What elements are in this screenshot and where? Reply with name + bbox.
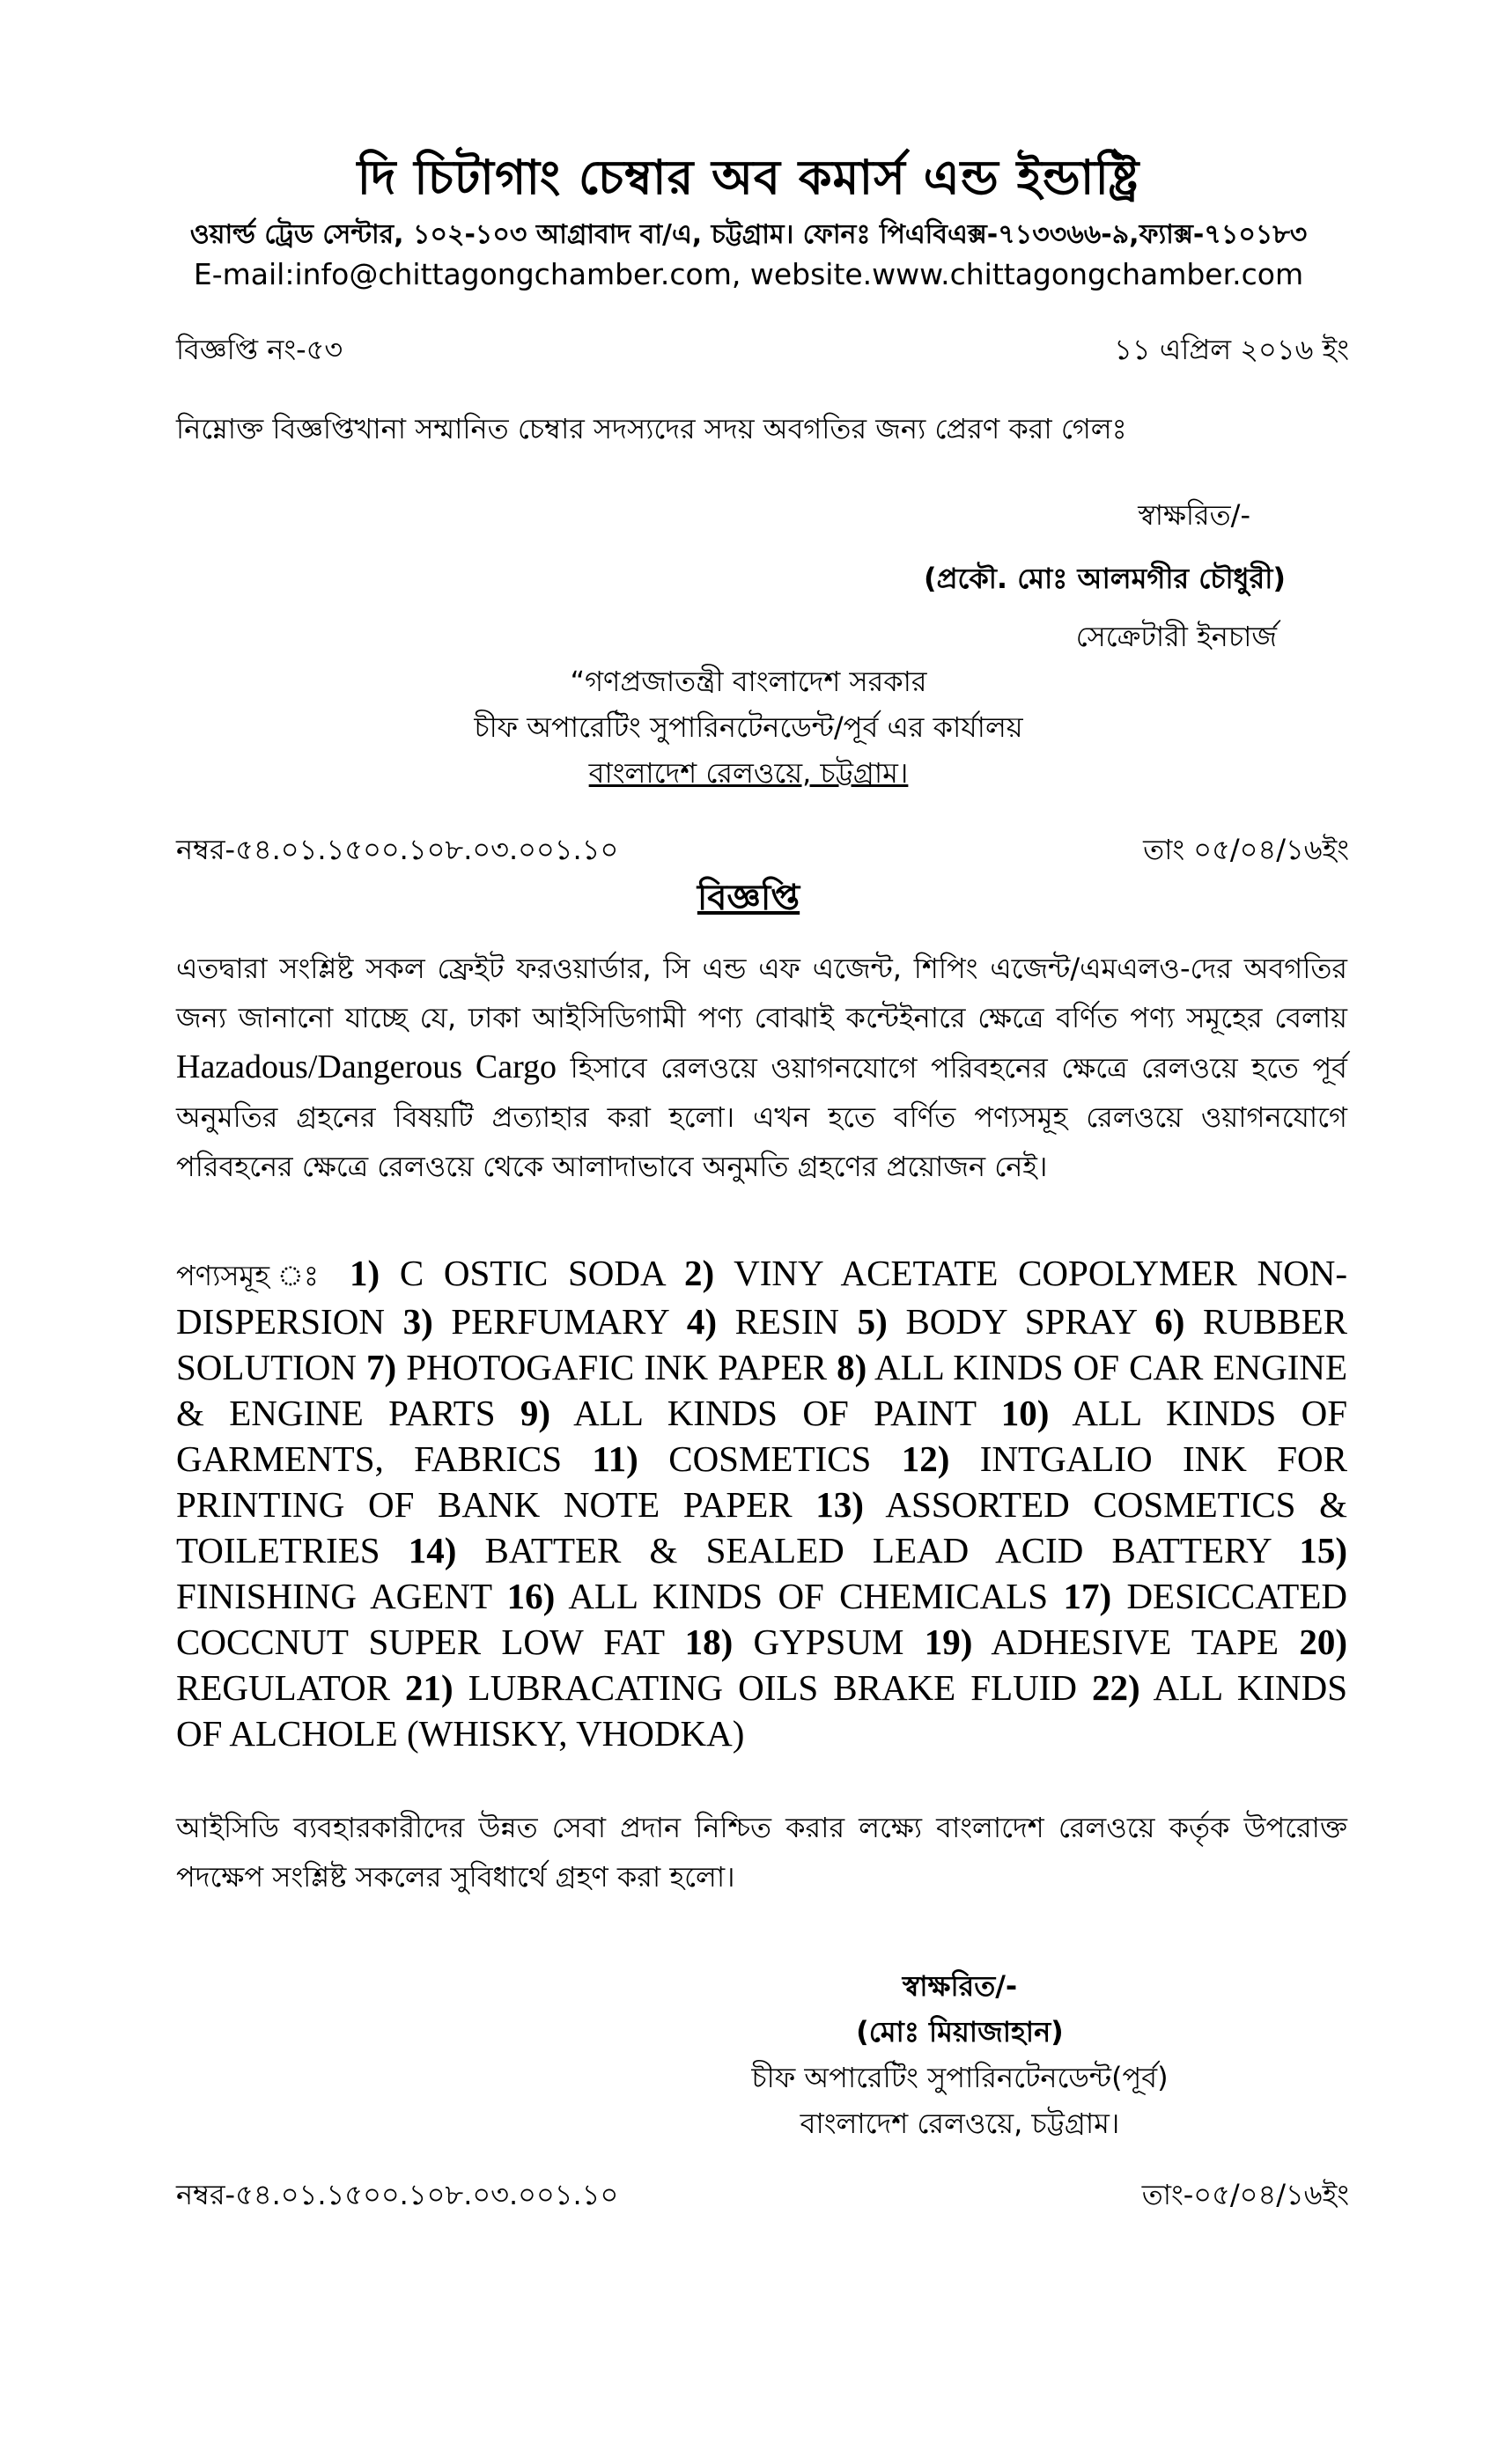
goods-item-name: RESIN: [716, 1301, 840, 1342]
office-name: চীফ অপারেটিং সুপারিনটেনডেন্ট/পূর্ব এর কার্যালয়: [474, 710, 1023, 744]
goods-item-name: ALL KINDS OF CAR ENGINE & ENGINE PARTS: [176, 1347, 1348, 1433]
goods-item-name: PHOTOGAFIC INK PAPER: [396, 1347, 828, 1387]
organization-address: ওয়ার্ল্ড ট্রেড সেন্টার, ১০২-১০৩ আগ্রাবাদ বা/এ, চট্টগ্রাম। ফোনঃ পিএবিএক্স-৭১৩৩৬৬-৯,ফ্যাক্স-৭১০১৮৩: [189, 219, 1308, 250]
organization-contact: E-mail:info@chittagongchamber.com, website.www.chittagongchamber.com: [193, 257, 1304, 291]
goods-item-name: C OSTIC SODA: [380, 1253, 665, 1293]
reference-number: নম্বর-৫৪.০১.১৫০০.১০৮.০৩.০০১.১০: [176, 833, 619, 866]
goods-item-name: INTGALIO INK FOR PRINTING OF BANK NOTE PAPER: [176, 1438, 1348, 1525]
goods-item-name: ADHESIVE TAPE: [972, 1622, 1279, 1662]
chamber-notice-date: ১১ এপ্রিল ২০১৬ ইং: [1114, 333, 1349, 366]
railway-signatory-office: বাংলাদেশ রেলওয়ে, চট্টগ্রাম।: [800, 2107, 1120, 2140]
goods-item-number: 15): [1299, 1530, 1347, 1570]
forwarding-text: নিম্নোক্ত বিজ্ঞপ্তিখানা সম্মানিত চেম্বার সদস্যদের সদয় অবগতির জন্য প্রেরণ করা গেলঃ: [176, 412, 1127, 445]
goods-item: [685, 1622, 904, 1662]
railway-signed-label: স্বাক্ষরিত/-: [902, 1969, 1018, 2003]
goods-item-name: ALL KINDS OF ALCHOLE (WHISKY, VHODKA): [176, 1667, 1348, 1754]
body-text-part2: হিসাবে রেলওয়ে ওয়াগনযোগে পরিবহনের ক্ষেত্রে রেলওয়ে হতে পূর্ব অনুমতির গ্রহনের বিষয়টি প্রত্যাহার করা হলো। এখন হতে বর্ণিত পণ্যসমূহ রেলওয়ে ওয়াগনযোগে পরিবহনের ক্ষেত্রে রেলওয়ে থেকে আলাদাভাবে অনুমতি গ্রহণের প্রয়োজন নেই।: [176, 1051, 1347, 1183]
goods-item: [858, 1301, 1137, 1342]
cargo-class-text: Hazadous/Dangerous Cargo: [176, 1048, 557, 1085]
goods-item-number: 18): [684, 1622, 734, 1662]
goods-item: [350, 1253, 664, 1293]
railway-signature-block: [696, 1963, 1224, 2146]
goods-item-name: BATTER & SEALED LEAD ACID BATTERY: [456, 1530, 1272, 1570]
goods-item: [403, 1301, 669, 1342]
goods-item-number: 6): [1154, 1301, 1185, 1342]
goods-item-number: 8): [837, 1347, 867, 1387]
goods-item-name: LUBRACATING OILS BRAKE FLUID: [453, 1667, 1077, 1708]
goods-item-name: GYPSUM: [733, 1622, 904, 1662]
goods-item-name: FINISHING AGENT: [176, 1576, 492, 1616]
goods-item-name: ASSORTED COSMETICS & TOILETRIES: [176, 1484, 1348, 1570]
goods-item: [366, 1347, 827, 1387]
goods-item-number: 12): [901, 1438, 950, 1479]
goods-list: [176, 1250, 1347, 1756]
goods-item-name: COSMETICS: [638, 1438, 872, 1479]
goods-item-name: REGULATOR: [176, 1667, 390, 1708]
goods-item-number: 13): [815, 1484, 864, 1525]
government-office-block: [0, 658, 1497, 796]
goods-item-number: 3): [402, 1301, 433, 1342]
organization-title: দি চিটাগাং চেম্বার অব কমার্স এন্ড ইন্ডাষ্ট্রি: [357, 150, 1140, 205]
chamber-notice-number: বিজ্ঞপ্তি নং-৫৩: [176, 333, 343, 366]
goods-item-number: 19): [924, 1622, 973, 1662]
goods-item-name: VINY ACETATE COPOLYMER NON-DISPERSION: [176, 1253, 1347, 1342]
goods-item-number: 10): [1000, 1393, 1050, 1433]
chamber-signatory-title: সেক্রেটারী ইনচার্জ: [1075, 620, 1277, 653]
goods-item-number: 21): [405, 1667, 454, 1708]
goods-item-number: 1): [350, 1253, 380, 1293]
goods-item-number: 16): [506, 1576, 556, 1616]
goods-item-name: PERFUMARY: [432, 1301, 669, 1342]
goods-items: [176, 1253, 1347, 1754]
railway-signatory-name: (মোঃ মিয়াজাহান): [856, 2015, 1064, 2048]
goods-item: [592, 1438, 871, 1479]
railway-signatory-title: চীফ অপারেটিং সুপারিনটেনডেন্ট(পূর্ব): [751, 2061, 1169, 2094]
government-name: “গণপ্রজাতন্ত্রী বাংলাদেশ সরকার: [570, 665, 927, 698]
footer-reference-date: তাং-০৫/০৪/১৬ইং: [1141, 2178, 1349, 2211]
goods-item-number: 14): [408, 1530, 457, 1570]
goods-item-name: BODY SPRAY: [887, 1301, 1137, 1342]
goods-item: [409, 1530, 1271, 1570]
goods-item-number: 9): [520, 1393, 551, 1433]
notice-body-paragraph: [176, 944, 1347, 1191]
goods-item-number: 20): [1299, 1622, 1348, 1662]
reference-date: তাং ০৫/০৪/১৬ইং: [1143, 833, 1349, 866]
footer-reference-number: নম্বর-৫৪.০১.১৫০০.১০৮.০৩.০০১.১০: [176, 2178, 619, 2211]
goods-item-number: 2): [684, 1253, 715, 1293]
goods-item-number: 22): [1092, 1667, 1140, 1708]
chamber-signed-label: স্বাক্ষরিত/-: [1138, 498, 1250, 532]
goods-item: [687, 1301, 839, 1342]
goods-item-number: 5): [857, 1301, 888, 1342]
goods-item-number: 17): [1063, 1576, 1112, 1616]
chamber-signatory-name: (প্রকৌ. মোঃ আলমগীর চৌধুরী): [924, 562, 1286, 595]
chamber-signature-block: [757, 493, 1286, 662]
goods-item-number: 4): [686, 1301, 717, 1342]
closing-paragraph: আইসিডি ব্যবহারকারীদের উন্নত সেবা প্রদান নিশ্চিত করার লক্ষ্যে বাংলাদেশ রেলওয়ে কর্তৃক উপরোক্ত পদক্ষেপ সংশ্লিষ্ট সকলের সুবিধার্থে গ্রহণ করা হলো।: [176, 1811, 1347, 1894]
office-location: বাংলাদেশ রেলওয়ে, চট্টগ্রাম।: [588, 756, 909, 790]
goods-label: পণ্যসমূহ ঃ: [176, 1259, 330, 1292]
goods-item-name: ALL KINDS OF CHEMICALS: [555, 1576, 1049, 1616]
goods-item-number: 7): [366, 1347, 397, 1387]
goods-item-number: 11): [592, 1438, 638, 1479]
goods-item-name: DESICCATED COCCNUT SUPER LOW FAT: [176, 1576, 1348, 1662]
goods-item-name: RUBBER SOLUTION: [176, 1301, 1348, 1387]
goods-item: [520, 1393, 976, 1433]
goods-item: [405, 1667, 1077, 1708]
notice-heading: বিজ্ঞপ্তি: [697, 878, 800, 918]
goods-item: [925, 1622, 1279, 1662]
goods-item-name: ALL KINDS OF PAINT: [550, 1393, 977, 1433]
body-text-part1: এতদ্বারা সংশ্লিষ্ট সকল ফ্রেইট ফরওয়ার্ডার, সি এন্ড এফ এজেন্ট, শিপিং এজেন্ট/এমএলও-দের অবগতির জন্য জানানো যাচ্ছে যে, ঢাকা আইসিডিগামী পণ্য বোঝাই কন্টেইনারে ক্ষেত্রে বর্ণিত পণ্য সমূহের বেলায়: [176, 952, 1347, 1034]
goods-item: [507, 1576, 1049, 1616]
goods-item-name: ALL KINDS OF GARMENTS, FABRICS: [176, 1393, 1348, 1479]
